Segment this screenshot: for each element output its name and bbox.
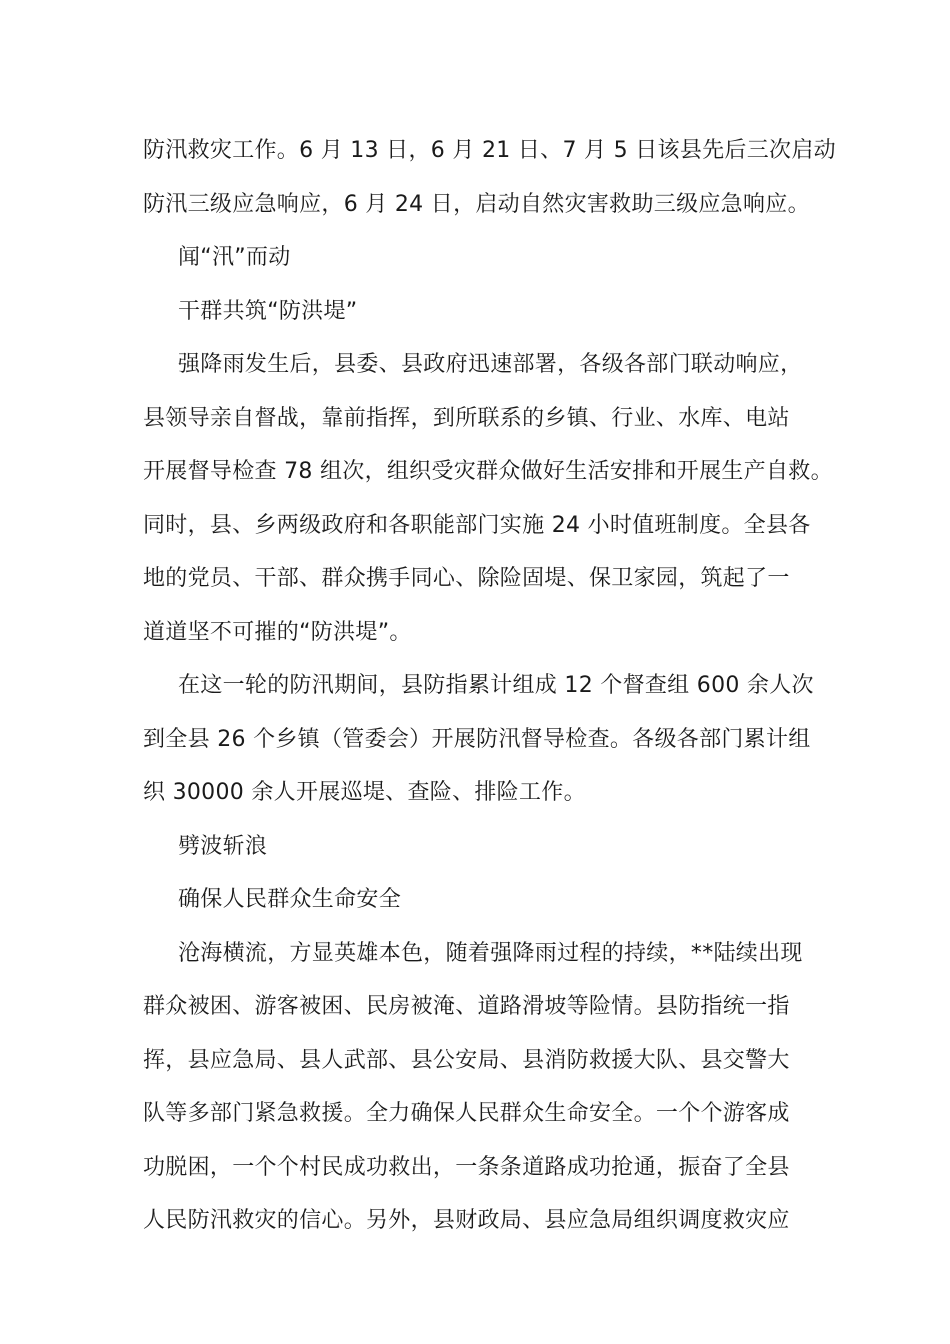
text-line: 挥，县应急局、县人武部、县公安局、县消防救援大队、县交警大 <box>143 1047 790 1073</box>
text-line: 到全县 26 个乡镇（管委会）开展防汛督导检查。各级各部门累计组 <box>143 726 811 752</box>
text-line: 功脱困，一个个村民成功救出，一条条道路成功抢通，振奋了全县 <box>143 1154 790 1180</box>
text-line: 劈波斩浪 <box>178 833 268 859</box>
text-line: 防汛三级应急响应，6 月 24 日，启动自然灾害救助三级应急响应。 <box>143 191 810 217</box>
text-line: 沧海横流，方显英雄本色，随着强降雨过程的持续，**陆续出现 <box>178 940 803 966</box>
text-line: 群众被困、游客被困、民房被淹、道路滑坡等险情。县防指统一指 <box>143 994 790 1019</box>
text-line: 防汛救灾工作。6 月 13 日，6 月 21 日、7 月 5 日该县先后三次启动 <box>143 138 836 163</box>
text-line: 地的党员、干部、群众携手同心、除险固堤、保卫家园，筑起了一 <box>143 566 790 591</box>
text-line: 织 30000 余人开展巡堤、查险、排险工作。 <box>143 780 586 805</box>
text-line: 县领导亲自督战，靠前指挥，到所联系的乡镇、行业、水库、电站 <box>143 405 790 431</box>
text-line: 道道坚不可摧的“防洪堤”。 <box>143 619 412 645</box>
text-line: 在这一轮的防汛期间，县防指累计组成 12 个督查组 600 余人次 <box>178 673 814 698</box>
text-line: 同时，县、乡两级政府和各职能部门实施 24 小时值班制度。全县各 <box>143 512 811 538</box>
text-line: 干群共筑“防洪堤” <box>178 298 358 324</box>
text-line: 强降雨发生后，县委、县政府迅速部署，各级各部门联动响应， <box>178 352 803 377</box>
document-body <box>143 128 836 1252</box>
text-line: 开展督导检查 78 组次，组织受灾群众做好生活安排和开展生产自救。 <box>143 459 833 484</box>
text-line: 人民防汛救灾的信心。另外，县财政局、县应急局组织调度救灾应 <box>143 1208 790 1233</box>
text-line: 队等多部门紧急救援。全力确保人民群众生命安全。一个个游客成 <box>143 1101 790 1126</box>
text-line: 确保人民群众生命安全 <box>178 887 402 912</box>
text-line: 闻“汛”而动 <box>178 245 291 270</box>
